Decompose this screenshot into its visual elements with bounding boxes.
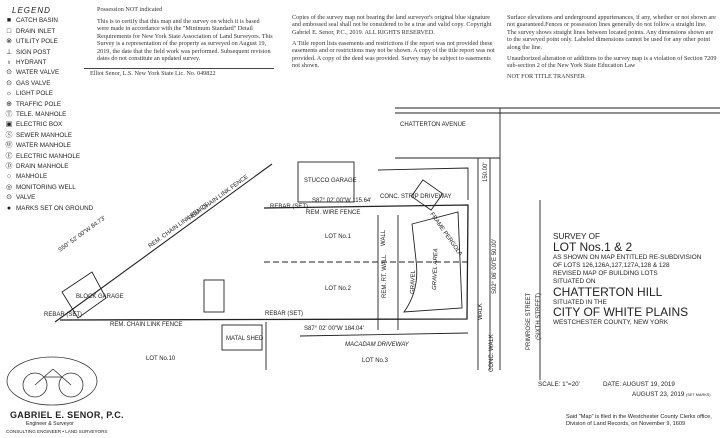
e-manhole-icon: Ⓔ (5, 152, 13, 160)
legend-item-label: UTILITY POLE (16, 38, 58, 46)
legend-item-label: DRAIN INLET (16, 27, 56, 35)
w-manhole-icon: Ⓦ (5, 142, 13, 150)
circle-cross-icon: ⊗ (6, 38, 12, 46)
lot3-label: LOT No.3 (362, 358, 388, 364)
possession-note: Possession NOT indicated (97, 6, 163, 13)
rebar-set-2: REBAR (SET) (265, 311, 304, 317)
survey-county: WESTCHESTER COUNTY, NEW YORK (553, 319, 669, 327)
frame-pergola-label: FRAME PERGOLA (428, 211, 463, 258)
wall-label: WALL (381, 229, 387, 246)
legend-item-label: WATER VALVE (16, 69, 60, 77)
conc-walk-label: CONC. WALK (489, 334, 495, 372)
lot1-label: LOT No.1 (325, 234, 351, 240)
block-garage-label: BLOCK GARAGE (76, 294, 124, 300)
walk-label: WALK (478, 303, 484, 320)
legend-item-label: WATER MANHOLE (16, 142, 71, 150)
date-label: DATE: AUGUST 19, 2019 (603, 381, 675, 388)
rem-chain-link-fence-label: REM. CHAIN LINK FENCE (147, 202, 210, 250)
legend-item-label: LIGHT POLE (16, 90, 53, 98)
surface-note: Surface elevations and underground appurtenances, if any, whether or not shown are not guaranteed.Fences or possession lines generally do not follow a straight line. The survey shows straight lines between located points. Any dimensions shown are to the surveyed point only. Labeled dimensions cannot be used for any other point along the line. (507, 14, 716, 51)
scale-label: SCALE: 1"=20' (538, 381, 580, 388)
company-name: GABRIEL E. SENOR, P.C. (10, 410, 124, 420)
legend-item-label: MARKS SET ON GROUND (16, 204, 94, 212)
legend-item-label: HYDRANT (16, 59, 47, 67)
survey-place: CHATTERTON HILL (553, 284, 663, 299)
title-report-note: A Title report lists easements and restrictions if the report was not provided these easements and or restrictions may not be shown. A copy of the title report was not provided. A copy of the deed was provided. Survey may be subject to easements not shown. (292, 40, 495, 70)
manhole-icon: ○ (6, 173, 12, 181)
conc-pad (204, 280, 224, 312)
date2-text: AUGUST 23, 2019 (632, 391, 685, 398)
macadam-driveway-label: MACADAM DRIVEWAY (345, 342, 409, 348)
signature-line: Elliot Senor, L.S. New York State Lic. No. 049822 (90, 70, 216, 77)
primrose-street-label: PRIMROSE STREET (526, 292, 532, 350)
legend-item-label: TRAFFIC POLE (16, 100, 62, 108)
date2-label (632, 391, 711, 398)
dot-icon: ● (6, 204, 12, 212)
valve-icon: ⊙ (6, 69, 12, 77)
legend-item-label: ELECTRIC MANHOLE (16, 152, 81, 160)
light-pole-icon: ☼ (5, 90, 13, 98)
bearing-right: S02° 06' 00"E 50.00' (492, 239, 498, 294)
metal-shed-label: MATAL SHED (226, 336, 264, 342)
legend-item-label: MANHOLE (16, 173, 48, 181)
legend-item-label: GAS VALVE (16, 79, 51, 87)
survey-line6: SITUATED ON (553, 277, 596, 285)
filed-note: Said "Map" is filed in the Westchester County Clerks office, Division of Land Records, on November 9, 1609 (566, 414, 712, 427)
sign-icon: ⊥ (5, 48, 13, 56)
property-boundary (57, 205, 468, 320)
legend-item-label: SEWER MANHOLE (16, 131, 72, 139)
rem-wire-fence-label: REM. WIRE FENCE (306, 210, 361, 216)
survey-title-block (553, 232, 719, 327)
rem-chain-link-fence-label-2: REM. CHAIN LINK FENCE (187, 174, 250, 222)
bearing-mid: S50° 52' 00"W 84.73' (57, 215, 107, 254)
legend-item-label: DRAIN MANHOLE (16, 162, 69, 170)
conc-strip-driveway-label: CONC. STRIP DRIVEWAY (380, 194, 452, 200)
frontage-label: 150.00' (483, 162, 489, 182)
legend-item-label: SIGN POST (16, 48, 51, 56)
rebar-set-1: REBAR (SET) (270, 204, 309, 210)
bearing-bottom: S87° 02' 00"W 184.04' (304, 326, 364, 332)
gravel-area-label: GRAVEL AREA (432, 248, 440, 291)
valve-icon: ⊙ (6, 194, 12, 202)
rebar-set-3: REBAR (SET) (44, 312, 83, 318)
company-logo (5, 355, 99, 407)
certification-note: This is to certify that this map and the survey on which it is based were made in accordance with the "Minimum Standard" Detail Requirements for New York State Association of Land Surveyors. This Survey is a representation of the property as surveyed on August 19, 2019, the date that the field work was performed. Subsequent revision dates do not constitute an updated survey. (97, 18, 273, 63)
valve-icon: ⊙ (6, 79, 12, 87)
t-manhole-icon: Ⓣ (5, 111, 13, 118)
rem-rt-wall-label: REM. RT. WALL (382, 254, 388, 298)
square-icon: ■ (6, 17, 12, 25)
chatterton-avenue-label: CHATTERTON AVENUE (400, 122, 466, 128)
d-manhole-icon: Ⓓ (5, 162, 13, 170)
legend-item-label: MONITORING WELL (16, 183, 76, 191)
sixth-street-label: (SIXTH STREET) (536, 292, 542, 340)
legend-item-label: TELE. MANHOLE (16, 111, 67, 118)
legend-item-label: ELECTRIC BOX (16, 121, 63, 129)
survey-line8: SITUATED IN THE (553, 298, 607, 306)
legend-item-label: CATCH BASIN (16, 17, 58, 25)
stucco-garage-label: STUCCO GARAGE (304, 178, 357, 184)
gravel-label: GRAVEL (410, 269, 417, 295)
survey-line5: REVISED MAP OF BUILDING LOTS (553, 270, 658, 277)
monitoring-well-icon: ◎ (5, 183, 13, 191)
s-manhole-icon: Ⓢ (5, 131, 13, 139)
survey-city: CITY OF WHITE PLAINS (553, 305, 689, 320)
date2-note: (SET MARKS) (686, 393, 711, 397)
electric-box-icon: ▣ (5, 121, 13, 129)
rem-chain-link-fence-bottom: REM. CHAIN LINK FENCE (110, 322, 183, 328)
lot10-label: LOT No.10 (146, 356, 176, 362)
legend-item-label: VALVE (16, 194, 36, 202)
hydrant-icon: ♁ (6, 59, 12, 67)
company-tagline: CONSULTING ENGINEER • LAND SURVEYORS (6, 429, 108, 434)
copies-note: Copies of the survey map not bearing the land surveyor's original blue signature and embossed seal shall not be considered to be a true and valid copy. Copyright Gabriel E. Senor, P.C., 2019. ALL RIGHTS RESERVED. (292, 14, 492, 36)
survey-line3: AS SHOWN ON MAP ENTITLED RE-SUBDIVISION (553, 254, 702, 262)
bearing-top: S87° 02' 00"W 115.64' (312, 198, 372, 204)
legend-title: LEGEND (12, 6, 51, 15)
survey-of: SURVEY OF (553, 232, 601, 241)
square-open-icon: □ (6, 27, 12, 35)
unauthorized-note: Unauthorized alteration or additions to the survey map is a violation of Section 7209 sub-section 2 of the New York State Education Law (507, 55, 717, 70)
company-role: Engineer & Surveyor (26, 421, 74, 427)
survey-lots: LOT Nos.1 & 2 (553, 240, 633, 255)
macadam-edge (300, 333, 468, 336)
not-title-note: NOT FOR TITLE TRANSFER (507, 73, 585, 80)
survey-line4: OF LOTS 126,126A,127,127A,128 & 128 (553, 262, 670, 270)
traffic-pole-icon: ⊕ (6, 100, 12, 108)
lot2-label: LOT No.2 (325, 286, 351, 292)
